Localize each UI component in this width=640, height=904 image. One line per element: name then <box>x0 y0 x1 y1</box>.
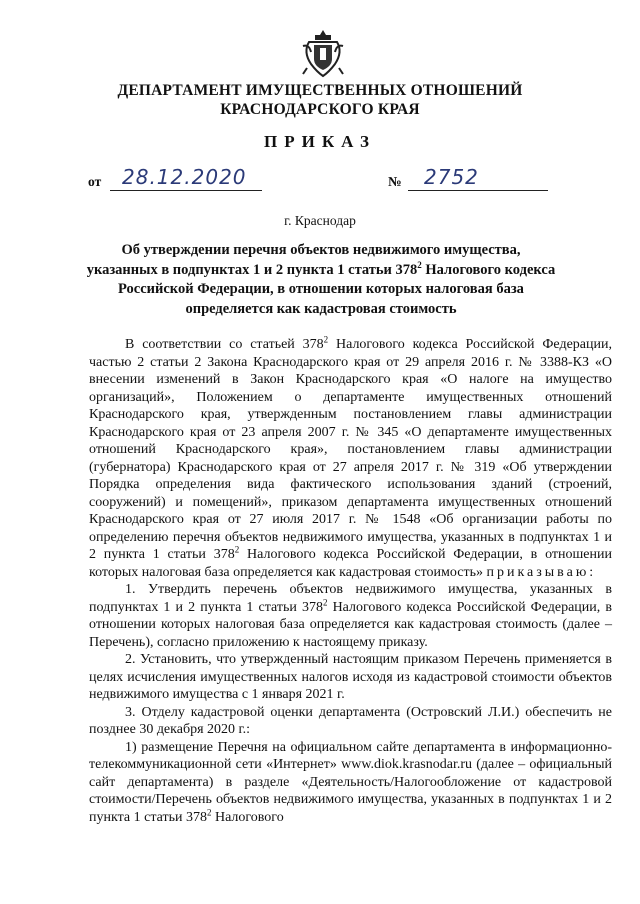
paragraph-preamble: В соответствии со статьей $378^2$ Налогового кодекса Российской Федерации, частью 2 статьи 2 Закона Краснодарского края от 29 апреля 2016 г. № 3388-КЗ «О внесении изменений в Закон Краснодарского края «О налоге на имущество организаций», Положением о департаменте имущественных отношений Краснодарского края, утвержденным постановлением главы администрации Краснодарского края от 23 апреля 2007 г. № 345 «О департаменте имущественных отношений Краснодарского края», постановлением главы администрации (губернатора) Краснодарского края от 27 апреля 2017 г. № 319 «Об утверждении Порядка определения вида фактического использования зданий (строений, сооружений) и помещений», приказом департамента имущественных отношений Краснодарского края от 27 июля 2017 г. № 1548 «Об организации работы по определению перечня объектов недвижимого имущества, указанных в подпунктах 1 и 2 пункта 1 статьи $378^2$ Налогового кодекса Российской Федерации, в отношении которых налоговая база определяется как кадастровая стоимость» приказываю: <box>89 334 612 580</box>
organization-name-line1: ДЕПАРТАМЕНТ ИМУЩЕСТВЕННЫХ ОТНОШЕНИЙ <box>117 82 523 99</box>
number-underline <box>408 190 548 191</box>
document-body <box>89 336 612 826</box>
date-underline <box>110 190 262 191</box>
organization-name-line2: КРАСНОДАРСКОГО КРАЯ <box>220 101 420 118</box>
document-type: ПРИКАЗ <box>264 132 376 151</box>
title-line3: Российской Федерации, в отношении которых налоговая база <box>118 281 524 297</box>
number-handwritten: 2752 <box>424 165 479 189</box>
paragraph-item-3: 3. Отделу кадастровой оценки департамента (Островский Л.И.) обеспечить не позднее 30 декабря 2020 г.: <box>89 704 612 737</box>
paragraph-item-3-1: 1) размещение Перечня на официальном сайте департамента в информационно-телекоммуникационной сети «Интернет» www.diok.krasnodar.ru (далее – официальный сайт департамента) в разделе «Деятельность/Налогообложение от кадастровой стоимости/Перечень объектов недвижимого имущества, указанных в подпунктах 1 и 2 пункта 1 статьи $378^2$ Налогового <box>89 739 612 825</box>
city: г. Краснодар <box>284 213 356 228</box>
title-line2: указанных в подпунктах 1 и 2 пункта 1 статьи $378^2$ Налогового кодекса <box>86 259 556 278</box>
coat-of-arms-icon <box>301 28 345 78</box>
date-handwritten: 28.12.2020 <box>122 165 247 189</box>
document-title <box>80 241 562 319</box>
date-prefix: от <box>88 174 102 189</box>
paragraph-item-2: 2. Установить, что утвержденный настоящим приказом Перечень применяется в целях исчисления имущественных налогов исходя из кадастровой стоимости объектов недвижимого имущества с 1 января 2021 г. <box>89 652 612 702</box>
title-line4: определяется как кадастровая стоимость <box>185 300 457 317</box>
number-prefix: № <box>388 174 402 189</box>
title-line1: Об утверждении перечня объектов недвижимого имущества, <box>121 242 521 258</box>
order-word: приказываю: <box>486 564 597 580</box>
paragraph-item-1: 1. Утвердить перечень объектов недвижимого имущества, указанных в подпунктах 1 и 2 пункта 1 статьи $378^2$ Налогового кодекса Российской Федерации, в отношении которых налоговая база определяется как кадастровая стоимость (далее – Перечень), согласно приложению к настоящему приказу. <box>89 582 612 650</box>
